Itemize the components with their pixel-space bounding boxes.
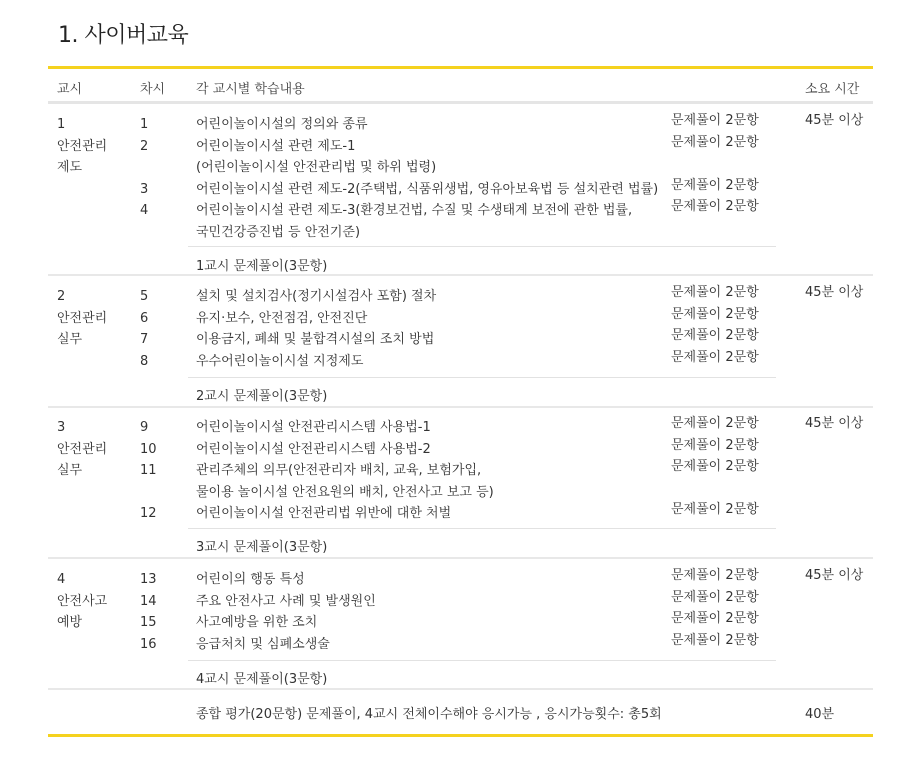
content-line: 국민건강증진법 등 안전기준) xyxy=(196,224,361,240)
quiz-count: 문제풀이 2문항 xyxy=(671,113,759,128)
quiz-count: 문제풀이 2문항 xyxy=(671,459,759,474)
content-line: 어린이놀이시설 관련 제도-2(주택법, 식품위생법, 영유아보육법 등 설치관련 법률) xyxy=(196,181,659,197)
content-line: 어린이놀이시설 안전관리시스템 사용법-1 xyxy=(196,420,431,435)
quiz-count: 문제풀이 2문항 xyxy=(671,611,759,626)
period-label: 예방 xyxy=(57,615,83,630)
summary-duration: 40분 xyxy=(805,707,835,722)
sub-divider xyxy=(188,528,776,529)
session-list xyxy=(140,286,148,372)
session-number xyxy=(140,482,157,504)
session-number: 14 xyxy=(140,593,157,609)
content-line: 우수어린이놀이시설 지정제도 xyxy=(196,353,364,369)
duration: 45분 이상 xyxy=(805,113,864,128)
content-line: 유지·보수, 안전점검, 안전진단 xyxy=(196,310,368,326)
quiz-count: 문제풀이 2문항 xyxy=(671,632,759,648)
period-label: 제도 xyxy=(57,160,83,175)
quiz-count xyxy=(671,153,759,175)
session-number: 9 xyxy=(140,420,149,435)
content-line: 어린이놀이시설의 정의와 종류 xyxy=(196,117,368,132)
period-number: 4 xyxy=(57,572,66,587)
period-quiz-label: 2교시 문제풀이(3문항) xyxy=(196,389,328,404)
table-top-rule xyxy=(48,66,873,69)
session-list xyxy=(140,417,157,525)
session-number: 10 xyxy=(140,441,157,457)
section-1 xyxy=(48,104,873,274)
quiz-list xyxy=(671,110,759,239)
period-number: 3 xyxy=(57,420,66,435)
header-content: 각 교시별 학습내용 xyxy=(196,82,305,97)
summary-divider xyxy=(48,688,873,690)
quiz-count: 문제풀이 2문항 xyxy=(671,285,759,300)
section-3 xyxy=(48,407,873,557)
content-line: 물이용 놀이시설 안전요원의 배치, 안전사고 보고 등) xyxy=(196,484,494,500)
content-line: 사고예방을 위한 조치 xyxy=(196,615,318,630)
section-4 xyxy=(48,559,873,689)
quiz-count: 문제풀이 2문항 xyxy=(671,568,759,583)
quiz-count: 문제풀이 2문항 xyxy=(671,437,759,453)
sub-divider xyxy=(188,660,776,661)
period-quiz-label: 4교시 문제풀이(3문항) xyxy=(196,672,328,687)
content-line: 어린이놀이시설 안전관리시스템 사용법-2 xyxy=(196,441,431,457)
session-number: 1 xyxy=(140,117,149,132)
summary-text: 종합 평가(20문항) 문제풀이, 4교시 전체이수해야 응시가능 , 응시가능횟수: 총5회 xyxy=(196,707,662,722)
quiz-list xyxy=(671,413,759,521)
quiz-count: 문제풀이 2문항 xyxy=(671,502,759,517)
content-line: 어린이놀이시설 관련 제도-1 xyxy=(196,138,356,154)
section-2 xyxy=(48,276,873,406)
period-label: 안전관리 xyxy=(57,310,108,326)
quiz-count: 문제풀이 2문항 xyxy=(671,199,759,214)
quiz-count: 문제풀이 2문항 xyxy=(671,416,759,431)
quiz-count: 문제풀이 2문항 xyxy=(671,134,759,150)
period-number: 2 xyxy=(57,289,66,304)
page-title: 1. 사이버교육 xyxy=(58,23,189,48)
quiz-list xyxy=(671,565,759,651)
content-line: (어린이놀이시설 안전관리법 및 하위 법령) xyxy=(196,160,437,175)
period-label: 안전사고 xyxy=(57,593,108,609)
session-number: 15 xyxy=(140,615,157,630)
content-list xyxy=(196,286,436,372)
session-number: 11 xyxy=(140,463,157,478)
session-number: 5 xyxy=(140,289,149,304)
session-number: 12 xyxy=(140,506,157,521)
duration: 45분 이상 xyxy=(805,568,864,583)
quiz-count: 문제풀이 2문항 xyxy=(671,306,759,322)
period-label: 안전관리 xyxy=(57,441,108,457)
section-period xyxy=(57,569,107,634)
header-time: 소요 시간 xyxy=(805,82,860,97)
quiz-count: 문제풀이 2문항 xyxy=(671,328,759,343)
session-number: 16 xyxy=(140,636,157,652)
section-period xyxy=(57,286,107,351)
session-list xyxy=(140,569,157,655)
content-line: 이용금지, 폐쇄 및 불합격시설의 조치 방법 xyxy=(196,332,435,347)
session-list xyxy=(140,114,148,243)
content-list xyxy=(196,114,658,243)
session-number: 3 xyxy=(140,181,149,197)
session-number: 4 xyxy=(140,203,149,218)
period-label: 안전관리 xyxy=(57,138,108,154)
session-number: 7 xyxy=(140,332,149,347)
period-quiz-label: 3교시 문제풀이(3문항) xyxy=(196,540,328,555)
content-line: 어린이놀이시설 관련 제도-3(환경보건법, 수질 및 수생태계 보전에 관한 법률, xyxy=(196,203,633,218)
header-session: 차시 xyxy=(140,82,166,97)
period-number: 1 xyxy=(57,117,66,132)
period-label: 실무 xyxy=(57,463,83,478)
session-number: 13 xyxy=(140,572,157,587)
duration: 45분 이상 xyxy=(805,416,864,431)
period-quiz-label: 1교시 문제풀이(3문항) xyxy=(196,259,328,274)
quiz-count: 문제풀이 2문항 xyxy=(671,589,759,605)
quiz-count: 문제풀이 2문항 xyxy=(671,177,759,193)
period-label: 실무 xyxy=(57,332,83,347)
section-period xyxy=(57,417,107,482)
content-list xyxy=(196,569,376,655)
section-period xyxy=(57,114,107,179)
content-line: 관리주체의 의무(안전관리자 배치, 교육, 보험가입, xyxy=(196,463,482,478)
content-list xyxy=(196,417,494,525)
duration: 45분 이상 xyxy=(805,285,864,300)
content-line: 어린이의 행동 특성 xyxy=(196,572,305,587)
quiz-count: 문제풀이 2문항 xyxy=(671,349,759,365)
content-line: 응급처치 및 심폐소생술 xyxy=(196,636,330,652)
quiz-count xyxy=(671,478,759,500)
content-line: 설치 및 설치검사(정기시설검사 포함) 절차 xyxy=(196,289,437,304)
table-bottom-rule xyxy=(48,734,873,737)
session-number: 8 xyxy=(140,353,149,369)
quiz-list xyxy=(671,282,759,368)
session-number xyxy=(140,222,148,244)
session-number xyxy=(140,157,148,179)
sub-divider xyxy=(188,377,776,378)
session-number: 2 xyxy=(140,138,149,154)
session-number: 6 xyxy=(140,310,149,326)
sub-divider xyxy=(188,246,776,247)
content-line: 어린이놀이시설 안전관리법 위반에 대한 처벌 xyxy=(196,506,452,521)
quiz-count xyxy=(671,218,759,240)
content-line: 주요 안전사고 사례 및 발생원인 xyxy=(196,593,376,609)
header-period: 교시 xyxy=(57,82,83,97)
